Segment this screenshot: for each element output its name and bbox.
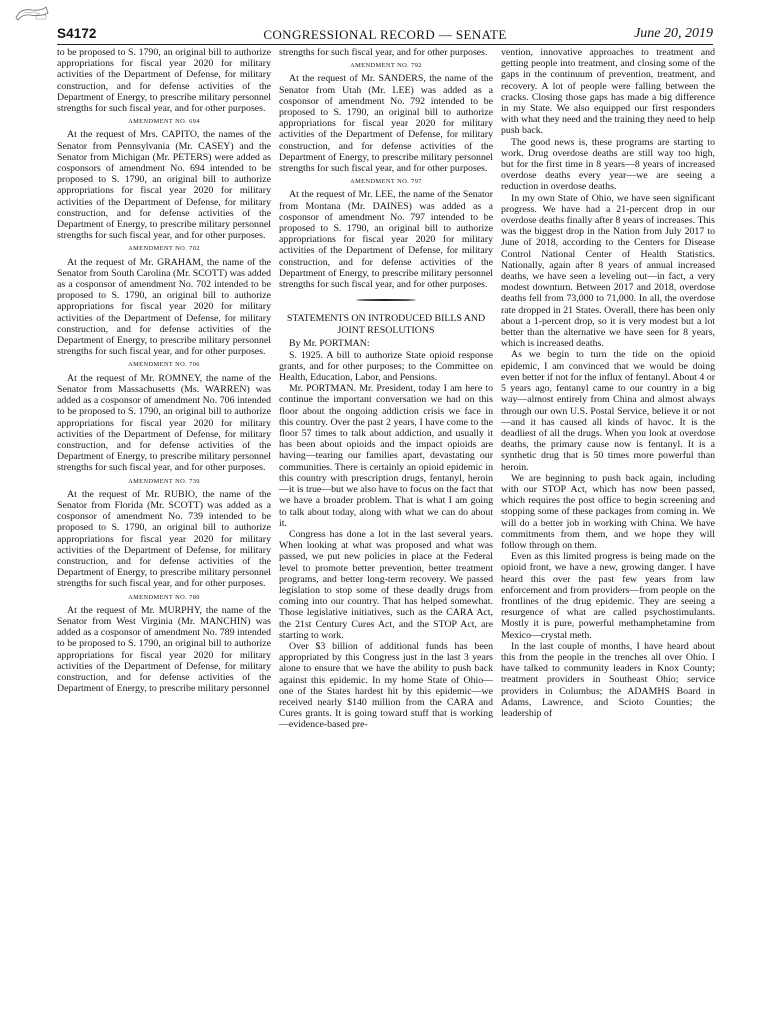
paragraph: At the request of Mr. GRAHAM, the name of the Senator from South Carolina (Mr. SCOTT) was added as a cosponsor of amendment No. 702 intended to be proposed to S. 1790, an original bill to authorize appropriations for fiscal year 2020 for military activities of the Department of Defense, for military construction, and for defense activities of the Department of Energy, to prescribe military personnel strengths for such fiscal year, and for other purposes. [57, 256, 271, 358]
amendment-heading: AMENDMENT NO. 797 [350, 178, 422, 186]
paragraph: At the request of Mr. LEE, the name of the Senator from Montana (Mr. DAINES) was added as a cosponsor of amendment No. 797 intended to be proposed to S. 1790, an original bill to authorize appropriations for fiscal year 2020 for military activities of the Department of Defense, for military construction, and for defense activities of the Department of Energy, to prescribe military personnel strengths for such fiscal year, and for other purposes. [279, 189, 493, 291]
paragraph: We are beginning to push back again, including with our STOP Act, which has now been passed, which requires the post office to begin screening and stopping some of these packages from coming in. We will do a better job in working with China. We have commitments from them, and we hope they will follow through on them. [501, 472, 715, 551]
paragraph: Mr. PORTMAN. Mr. President, today I am here to continue the important conversation we had on this floor about the ongoing addiction crisis we face in this country. Over the past 2 years, I have come to the floor 57 times to talk about addiction, and usually it has been about opioids and the impact opioids are having—tearing our families apart, devastating our communities. There is certainly an opioid epidemic in this country with prescription drugs, fentanyl, heroin—it is true—but we also have to focus on the fact that we have a broader problem. That is what I am going to talk about today, along with what we can do about it. [279, 383, 493, 529]
paragraph: At the request of Mr. RUBIO, the name of the Senator from Florida (Mr. SCOTT) was added as a cosponsor of amendment No. 739 intended to be proposed to S. 1790, an original bill to authorize appropriations for fiscal year 2020 for military activities of the Department of Defense, for military construction, and for defense activities of the Department of Energy, to prescribe military personnel strengths for such fiscal year, and for other purposes. [57, 488, 271, 590]
page-date: June 20, 2019 [634, 26, 713, 41]
section-heading: STATEMENTS ON INTRODUCED BILLS AND JOINT RESOLUTIONS [286, 313, 486, 336]
column-3 [501, 47, 715, 719]
paragraph: vention, innovative approaches to treatment and getting people into treatment, and closing some of the gaps in the continuum of prevention, treatment, and recovery. A lot of people were falling between the cracks. Closing those gaps has made a big difference in my State. We also equipped our first responders with what they need and the training they need to help push back. [501, 47, 715, 137]
paragraph: Congress has done a lot in the last several years. When looking at what was proposed and what was passed, we put new policies in place at the Federal level to promote better prevention, better treatment programs, and better long-term recovery. We passed legislation to stop some of these deadly drugs from coming into our country. That has helped somewhat. Those legislative initiatives, such as the CARA Act, the 21st Century Cures Act, and the STOP Act, are starting to work. [279, 528, 493, 641]
paragraph: Over $3 billion of additional funds has been appropriated by this Congress just in the last 3 years alone to ensure that we have the ability to push back against this epidemic. In my home State of Ohio—one of the States hardest hit by this epidemic—we received nearly $140 million from the CARA and Cures grants. It is going toward stuff that is working—evidence-based pre- [279, 640, 493, 731]
section-divider [356, 299, 416, 301]
paragraph: In the last couple of months, I have heard about this from the people in the trenches all over Ohio. I have talked to community leaders in Knox County; treatment providers in Southeast Ohio; service providers in Columbus; the ADAMHS Board in Adams, Lawrence, and Scioto Counties; the leadership of [501, 640, 715, 719]
page-number: S4172 [57, 26, 97, 41]
amendment-heading: AMENDMENT NO. 792 [350, 62, 422, 70]
paragraph: At the request of Mrs. CAPITO, the names of the Senator from Pennsylvania (Mr. CASEY) and the Senator from Michigan (Mr. PETERS) were added as cosponsors of amendment No. 694 intended to be proposed to S. 1790, an original bill to authorize appropriations for fiscal year 2020 for military activities of the Department of Defense, for military construction, and for defense activities of the Department of Energy, to prescribe military personnel strengths for such fiscal year, and for other purposes. [57, 129, 271, 242]
paragraph: As we begin to turn the tide on the opioid epidemic, I am convinced that we would be doing even better if not for the influx of fentanyl. About 4 or 5 years ago, fentanyl came to our country in a big way—almost entirely from China and almost always through our own U.S. Postal Service, believe it or not—and it has caused all kinds of havoc. It is the deadliest of all the drugs. When you look at overdose deaths, the primary cause now is fentanyl. It is a synthetic drug that is 50 times more powerful than heroin. [501, 349, 715, 473]
paragraph: The good news is, these programs are starting to work. Drug overdose deaths are still way too high, but for the first time in 8 years—8 years of increased overdose deaths every year—we are seeing a reduction in overdose deaths. [501, 136, 715, 193]
amendment-heading: AMENDMENT NO. 789 [128, 593, 200, 601]
paragraph: to be proposed to S. 1790, an original bill to authorize appropriations for fiscal year 2020 for military activities of the Department of Defense, for military construction, and for defense activities of the Department of Energy, to prescribe military personnel strengths for such fiscal year, and for other purposes. [57, 47, 271, 115]
amendment-heading: AMENDMENT NO. 706 [128, 361, 200, 369]
paragraph: Even as this limited progress is being made on the opioid front, we have a new, growing danger. I have heard this over the past few years from law enforcement and from providers—from people on the frontlines of the drug epidemic. They are seeing a resurgence of what are called psychostimulants. Mostly it is pure, powerful methamphetamine from Mexico—crystal meth. [501, 551, 715, 641]
amendment-heading: AMENDMENT NO. 739 [128, 477, 200, 485]
paragraph: In my own State of Ohio, we have seen significant progress. We have had a 21-percent drop in our overdose deaths finally after 8 years of increases. This was the biggest drop in the Nation from July 2017 to June of 2018, according to the Centers for Disease Control National Center of Health Statistics. Nationally, again after 8 years of annual increased deaths, we have seen a leveling out—in fact, a very modest downturn. Between 2017 and 2018, overdose deaths fell from 73,000 to 71,000. In all, the overdose rate dropped in 21 States. Overall, there has been only about a 1-percent drop, so it is very modest but a lot better than the alternative we have seen for 8 years, which is increased deaths. [501, 192, 715, 350]
byline: By Mr. PORTMAN: [289, 338, 370, 350]
page-header [57, 26, 713, 45]
column-1 [57, 47, 271, 694]
paragraph: S. 1925. A bill to authorize State opioid response grants, and for other purposes; to the Committee on Health, Education, Labor, and Pensions. [279, 349, 493, 384]
amendment-heading: AMENDMENT NO. 702 [128, 245, 200, 253]
gpo-logo-icon [12, 4, 52, 22]
paragraph: strengths for such fiscal year, and for other purposes. [279, 47, 488, 58]
amendment-heading: AMENDMENT NO. 694 [128, 118, 200, 126]
publication-title: CONGRESSIONAL RECORD — SENATE [263, 27, 507, 42]
column-2 [279, 47, 493, 731]
paragraph: At the request of Mr. SANDERS, the name of the Senator from Utah (Mr. LEE) was added as a cosponsor of amendment No. 792 intended to be proposed to S. 1790, an original bill to authorize appropriations for fiscal year 2020 for military activities of the Department of Defense, for military construction, and for defense activities of the Department of Energy, to prescribe military personnel strengths for such fiscal year, and for other purposes. [279, 73, 493, 175]
paragraph: At the request of Mr. ROMNEY, the name of the Senator from Massachusetts (Ms. WARREN) was added as a cosponsor of amendment No. 706 intended to be proposed to S. 1790, an original bill to authorize appropriations for fiscal year 2020 for military activities of the Department of Defense, for military construction, and for defense activities of the Department of Energy, to prescribe military personnel strengths for such fiscal year, and for other purposes. [57, 372, 271, 474]
paragraph: At the request of Mr. MURPHY, the name of the Senator from West Virginia (Mr. MANCHIN) was added as a cosponsor of amendment No. 789 intended to be proposed to S. 1790, an original bill to authorize appropriations for fiscal year 2020 for military activities of the Department of Defense, for military construction, and for defense activities of the Department of Energy, to prescribe military personnel [57, 604, 271, 695]
